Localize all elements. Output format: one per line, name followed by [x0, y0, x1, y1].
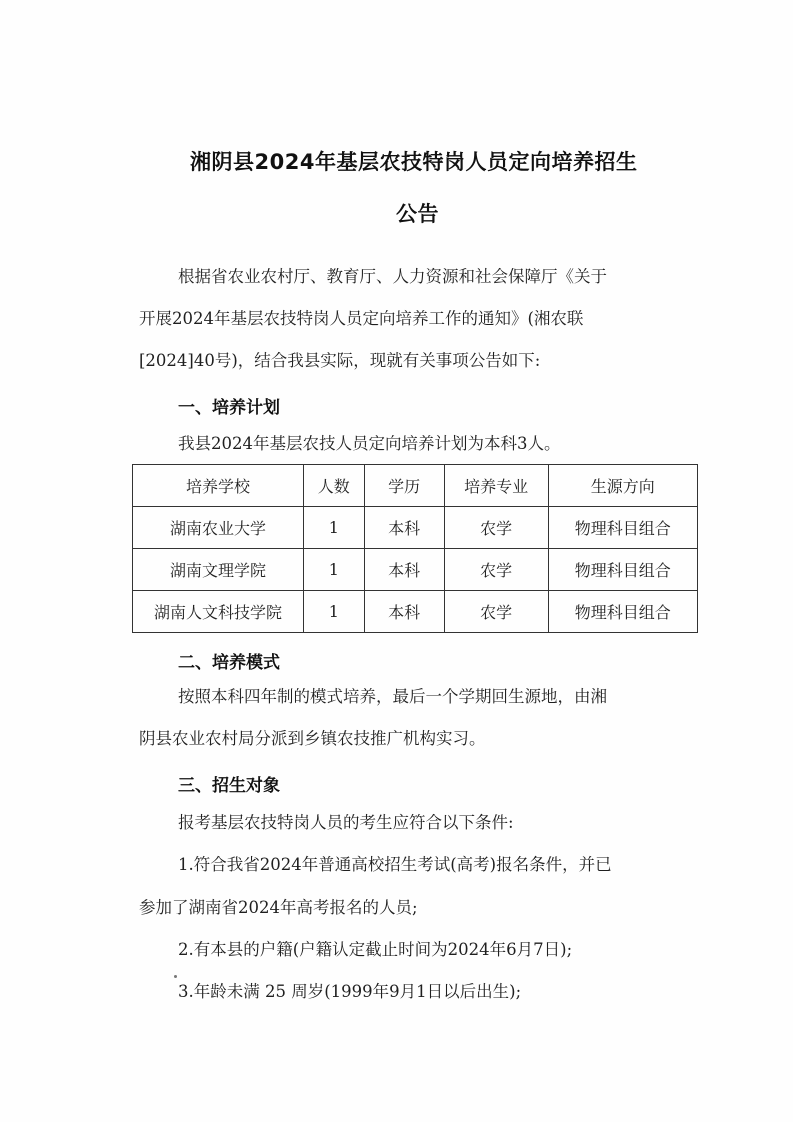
scan-speck [174, 975, 177, 978]
section-1-text: 我县2024年基层农技人员定向培养计划为本科3人。 [178, 434, 561, 453]
table-cell: 本科 [364, 549, 444, 591]
table-header-cell: 培养专业 [444, 465, 548, 507]
table-cell: 1 [304, 591, 364, 633]
table-header-cell: 生源方向 [548, 465, 697, 507]
document-title-line-2: 公告 [396, 202, 439, 226]
table-cell: 农学 [444, 507, 548, 549]
table-cell: 物理科目组合 [548, 591, 697, 633]
table-cell: 本科 [364, 507, 444, 549]
table-cell: 1 [304, 549, 364, 591]
section-2-line-2: 阴县农业农村局分派到乡镇农技推广机构实习。 [139, 729, 486, 748]
table-header-row [133, 465, 698, 507]
table-cell: 农学 [444, 549, 548, 591]
condition-3: 3.年龄未满 25 周岁(1999年9月1日以后出生); [178, 982, 522, 1001]
table-cell: 湖南农业大学 [133, 507, 304, 549]
table-header-cell: 学历 [364, 465, 444, 507]
section-2-line-1: 按照本科四年制的模式培养，最后一个学期回生源地，由湘 [178, 687, 607, 706]
table-row [133, 591, 698, 633]
section-3-heading: 三、招生对象 [178, 776, 280, 796]
section-2-heading: 二、培养模式 [178, 653, 280, 673]
table-cell: 农学 [444, 591, 548, 633]
table-row [133, 507, 698, 549]
intro-line-3: [2024]40号)，结合我县实际，现就有关事项公告如下: [139, 351, 541, 370]
table-cell: 本科 [364, 591, 444, 633]
condition-1-line-2: 参加了湖南省2024年高考报名的人员; [139, 898, 418, 917]
document-title-line-1: 湘阴县2024年基层农技特岗人员定向培养招生 [190, 150, 638, 174]
condition-2: 2.有本县的户籍(户籍认定截止时间为2024年6月7日); [178, 940, 573, 959]
intro-line-1: 根据省农业农村厅、教育厅、人力资源和社会保障厅《关于 [178, 267, 607, 286]
table-row [133, 549, 698, 591]
table-cell: 1 [304, 507, 364, 549]
section-1-heading: 一、培养计划 [178, 398, 280, 418]
table-cell: 湖南文理学院 [133, 549, 304, 591]
table-header-cell: 人数 [304, 465, 364, 507]
section-3-intro: 报考基层农技特岗人员的考生应符合以下条件: [178, 813, 514, 832]
table-cell: 物理科目组合 [548, 549, 697, 591]
training-plan-table [132, 464, 698, 633]
table-cell: 湖南人文科技学院 [133, 591, 304, 633]
intro-line-2: 开展2024年基层农技特岗人员定向培养工作的通知》(湘农联 [139, 309, 584, 328]
table-cell: 物理科目组合 [548, 507, 697, 549]
table-header-cell: 培养学校 [133, 465, 304, 507]
condition-1-line-1: 1.符合我省2024年普通高校招生考试(高考)报名条件，并已 [178, 855, 612, 874]
